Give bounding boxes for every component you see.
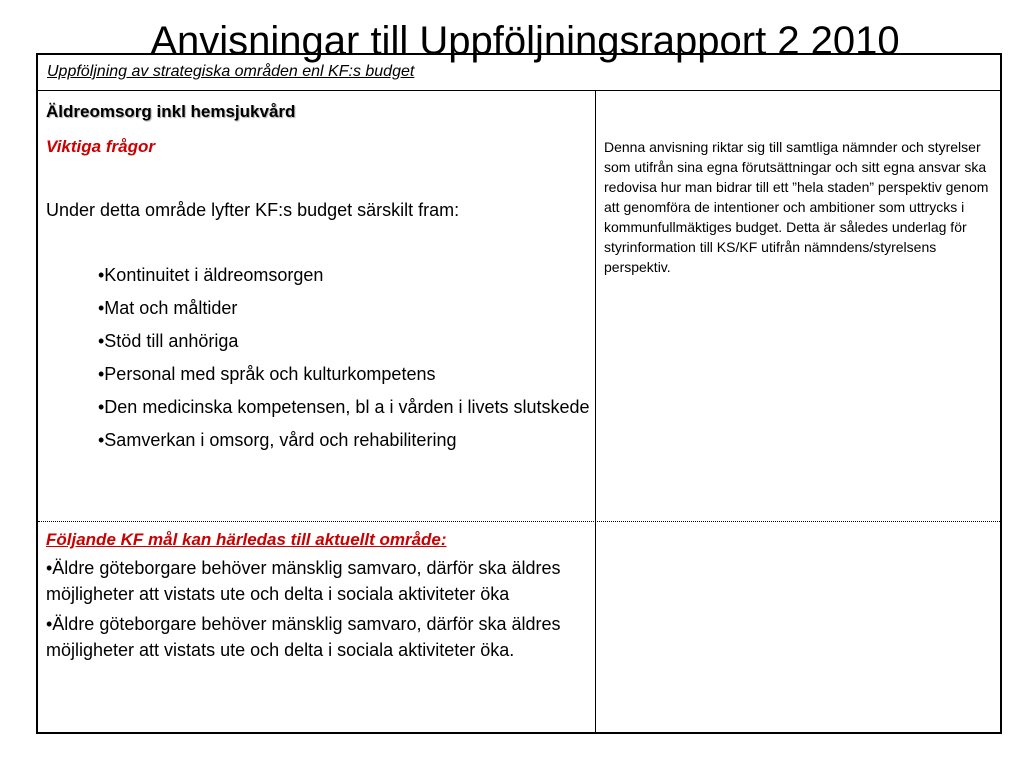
list-item: •Stöd till anhöriga [98, 331, 239, 351]
focus-bullet-list [46, 262, 591, 453]
goals-heading: Följande KF mål kan härledas till aktuellt område: [46, 530, 447, 549]
instruction-note: Denna anvisning riktar sig till samtliga nämnder och styrelser som utifrån sina egna förutsättningar och sitt egna ansvar ska redovisa hur man bidrar till ett ”hela staden” perspektiv genom att genomföra de intentioner och ambitioner som uttrycks i kommunfullmäktiges budget. Detta är således underlag för styrinformation till KS/KF utifrån nämndens/styrelsens perspektiv. [604, 139, 989, 275]
row-divider [38, 521, 1000, 522]
table-header-row [38, 55, 1000, 91]
list-item: •Personal med språk och kulturkompetens [98, 364, 436, 384]
list-item: •Kontinuitet i äldreomsorgen [98, 265, 324, 285]
slide-title: Anvisningar till Uppföljningsrapport 2 2010 [150, 19, 900, 63]
list-item: •Den medicinska kompetensen, bl a i vården i livets slutskede [98, 397, 590, 417]
goal-item: •Äldre göteborgare behöver mänsklig samvaro, därför ska äldres möjligheter att vistats ute och delta i sociala aktiviteter öka [46, 558, 561, 604]
list-item: •Mat och måltider [98, 298, 238, 318]
intro-text: Under detta område lyfter KF:s budget särskilt fram: [46, 200, 460, 220]
table-header-text: Uppföljning av strategiska områden enl KF:s budget [47, 63, 415, 80]
key-questions-label: Viktiga frågor [46, 137, 155, 156]
area-heading: Äldreomsorg inkl hemsjukvård [46, 102, 296, 121]
list-item: •Samverkan i omsorg, vård och rehabilitering [98, 430, 457, 450]
goal-item: •Äldre göteborgare behöver mänsklig samvaro, därför ska äldres möjligheter att vistats ute och delta i sociala aktiviteter öka. [46, 614, 561, 660]
focus-area-cell [46, 101, 591, 460]
instructions-table [36, 53, 1002, 734]
goals-cell [46, 529, 596, 663]
